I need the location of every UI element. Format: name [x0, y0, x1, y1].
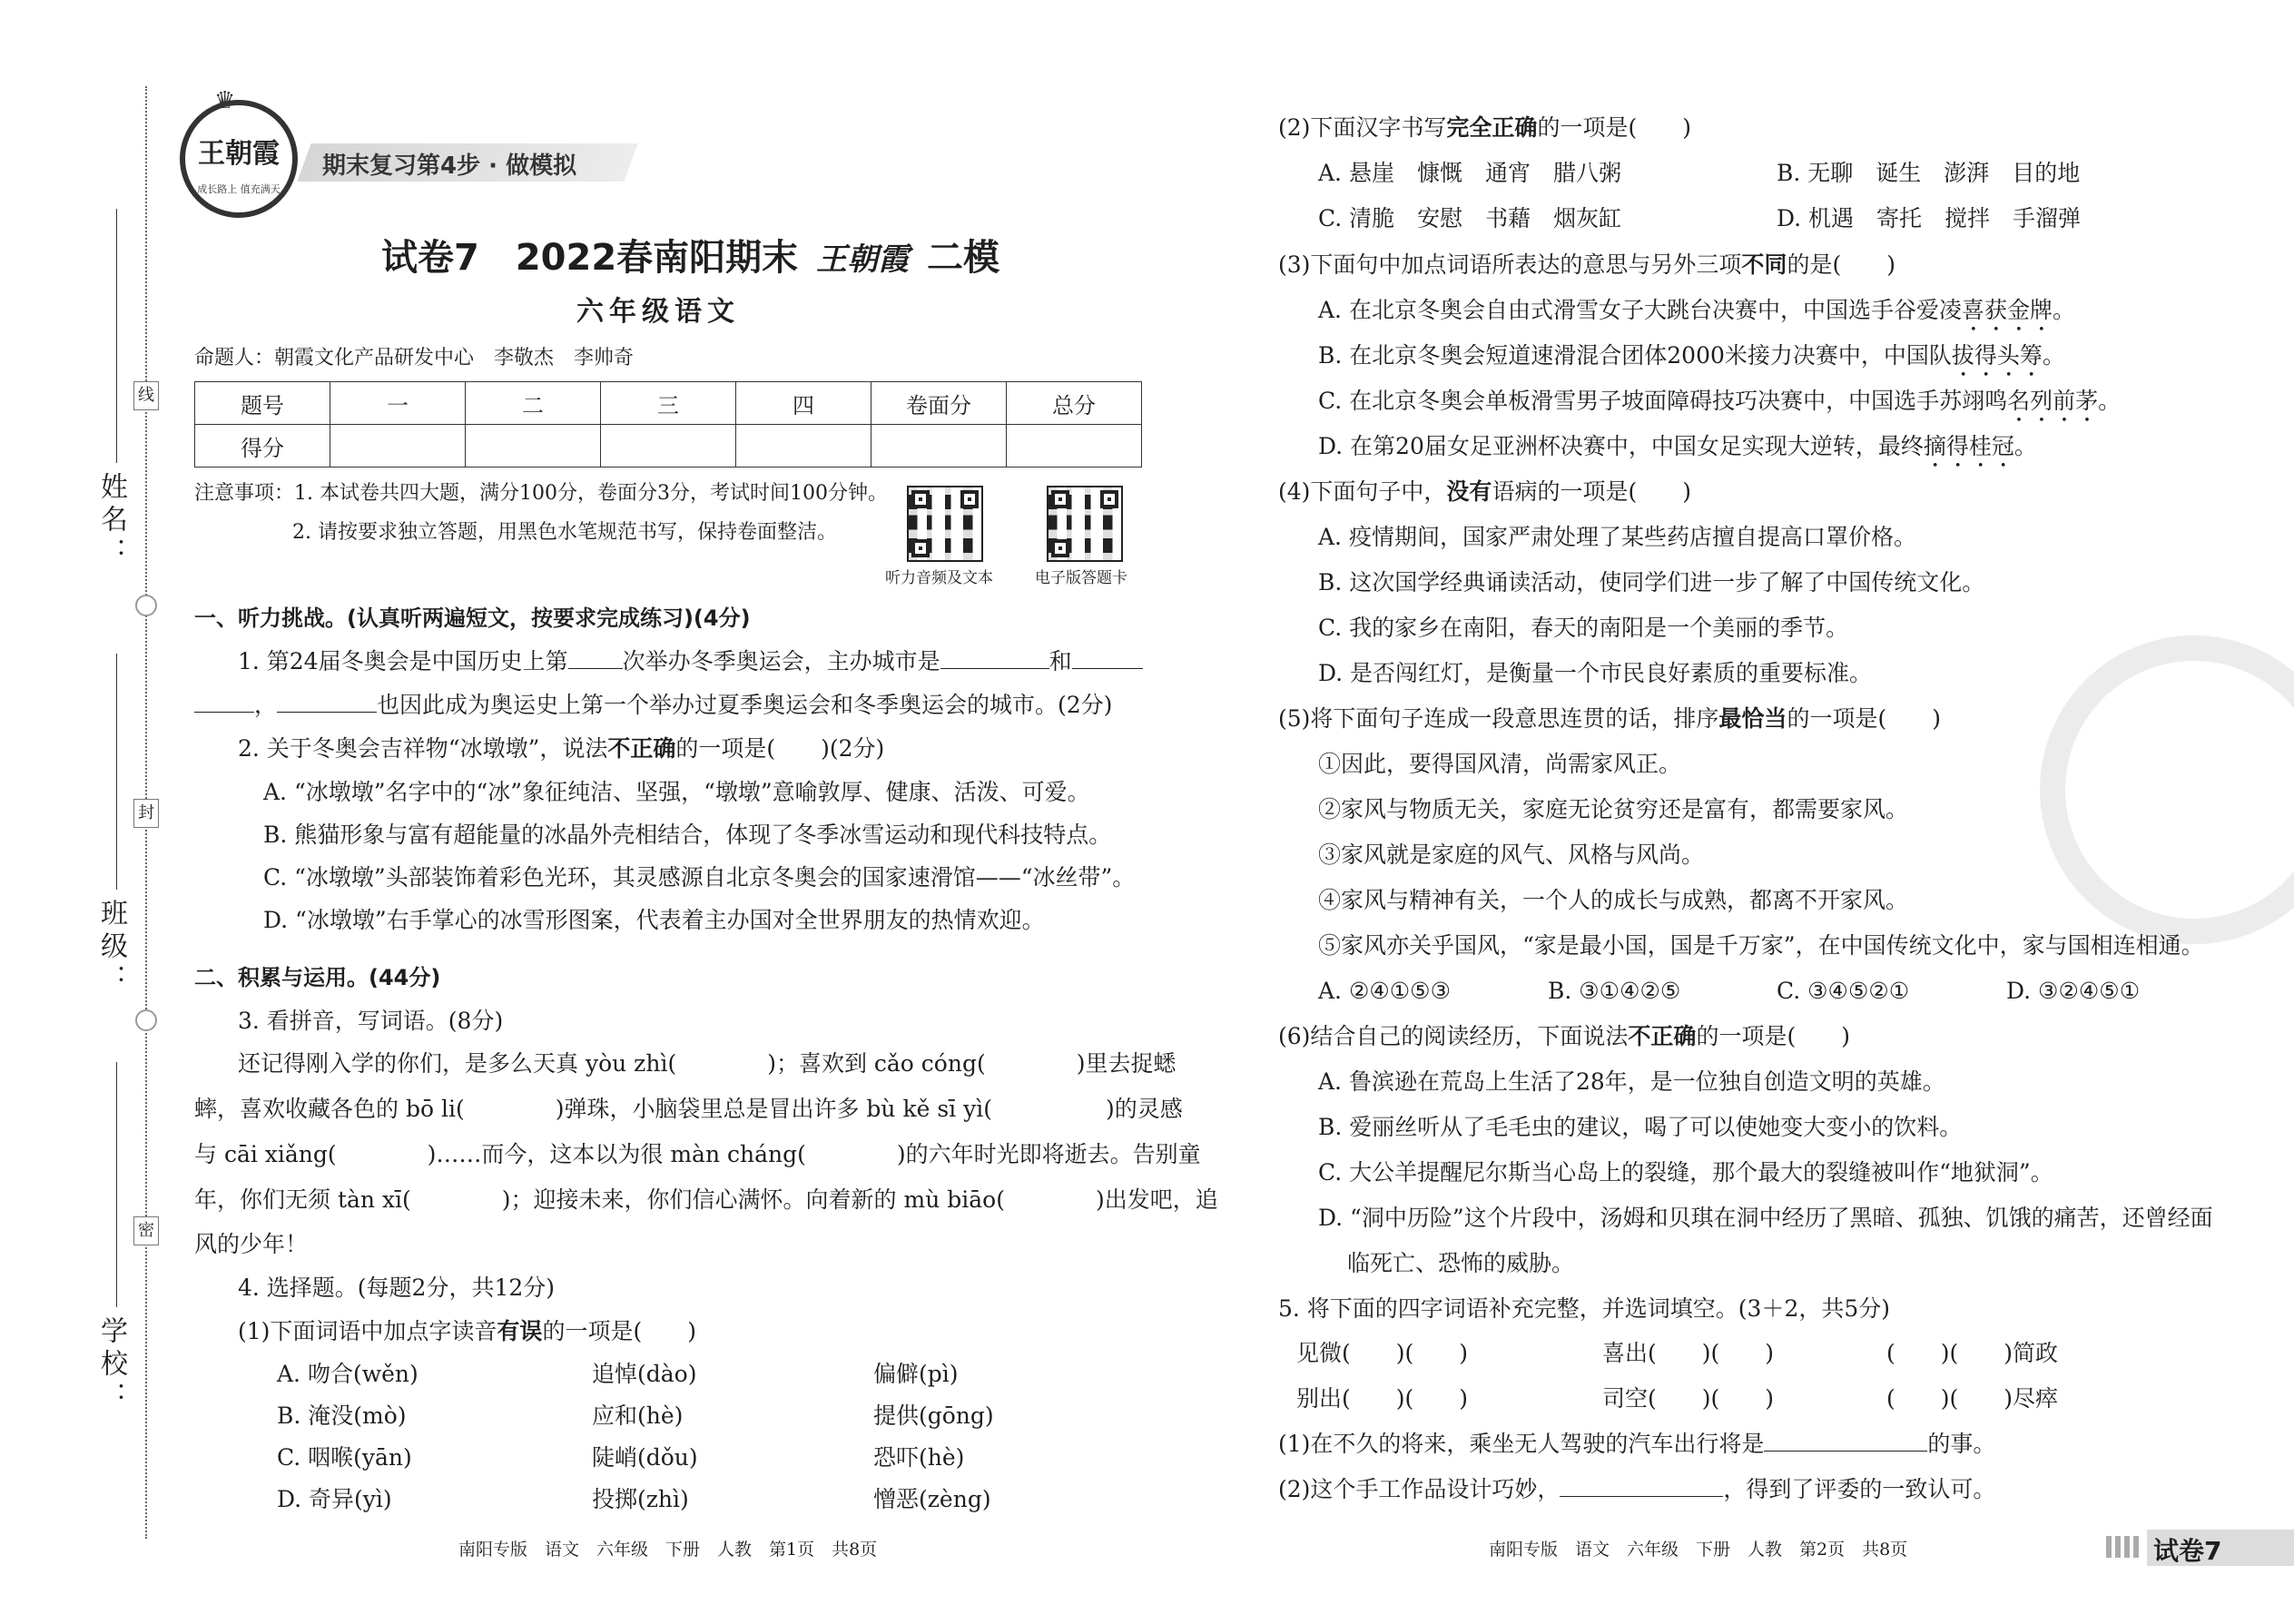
q1-blank-1[interactable] [568, 646, 623, 669]
r-q5-sentence-1: ①因此，要得国风清，尚需家风正。 [1318, 751, 1682, 777]
q4-1-word: 偏僻(pì) [873, 1361, 959, 1387]
r-q3-option-b[interactable] [1318, 340, 2065, 382]
r-q5-sentence-5: ⑤家风亦关乎国风，“家是最小国，国是千万家”，在中国传统文化中，家与国相连相通。 [1318, 932, 2204, 959]
name-field[interactable] [116, 209, 117, 463]
hole-icon [135, 1009, 157, 1031]
score-input[interactable] [736, 425, 871, 468]
r-q5-sentence-3: ③家风就是家庭的风气、风格与风尚。 [1318, 842, 1705, 868]
score-cell: 一 [330, 382, 466, 425]
r-q4-emphasis: 没有 [1446, 478, 1492, 505]
r-q3-emphasis: 不同 [1741, 251, 1787, 278]
q1-line-2 [194, 690, 1112, 721]
q3-title: 3. 看拼音，写词语。(8分) [238, 1008, 504, 1034]
hole-icon [135, 595, 157, 616]
q4-1-option-c[interactable]: C. 咽喉(yān) [277, 1444, 412, 1471]
crown-icon: ♛ [214, 87, 236, 114]
r-q5-option-a[interactable]: A. ②④①⑤③ [1318, 978, 1452, 1004]
exam-subtitle: 六年级语文 [576, 296, 740, 328]
q2-option-c[interactable]: C. “冰墩墩”头部装饰着彩色光环，其灵感源自北京冬奥会的国家速滑馆——“冰丝带”。 [263, 864, 1136, 891]
r-q5-sentence-4: ④家风与精神有关，一个人的成长与成熟，都离不开家风。 [1318, 887, 1909, 913]
r-q3-option-d[interactable] [1318, 431, 2037, 473]
score-input[interactable] [1007, 425, 1142, 468]
exam-title [381, 229, 999, 281]
cut-mark-seal: 封 [133, 799, 159, 828]
r-q2-emphasis: 完全正确 [1446, 114, 1538, 141]
r-q3-stem [1278, 250, 1895, 281]
r-fill-blank-2[interactable] [1560, 1474, 1723, 1497]
q1-blank-5[interactable] [277, 690, 377, 713]
class-label: 班级： [95, 899, 127, 997]
r-q5-option-c[interactable]: C. ③④⑤②① [1777, 978, 1910, 1004]
q3-paragraph-1: 还记得刚入学的你们，是多么天真 yòu zhì( )；喜欢到 cǎo cóng( )里去捉蟋 [238, 1050, 1177, 1077]
r-q5-option-d[interactable]: D. ③②④⑤① [2006, 978, 2141, 1004]
r-q4-stem [1278, 477, 1691, 507]
q4-1-option-d[interactable]: D. 奇异(yì) [277, 1486, 392, 1512]
banner-text: 期末复习第4步 · 做模拟 [322, 153, 577, 180]
q4-1-word: 恐吓(hè) [873, 1444, 965, 1471]
r-q3-text: A. 在北京冬奥会自由式滑雪女子大跳台决赛中，中国选手谷爱凌 [1318, 297, 1962, 323]
r-q5-text: 的一项是( ) [1787, 705, 1941, 732]
exam-tab: 试卷7 [2153, 1536, 2222, 1566]
r-q2-text: (2)下面汉字书写 [1278, 114, 1447, 141]
r-q2-stem [1278, 113, 1691, 143]
r-q2-option-d[interactable]: D. 机遇 寄托 搅拌 手溜弹 [1777, 205, 2082, 231]
idiom-fill[interactable]: ( )( )简政 [1886, 1340, 2059, 1366]
r-q3-text: (3)下面句中加点词语所表达的意思与另外三项 [1278, 251, 1742, 278]
r-fill-text: (2)这个手工作品设计巧妙， [1278, 1476, 1561, 1502]
r-fill-blank-1[interactable] [1764, 1429, 1927, 1452]
brand-logo [180, 100, 298, 218]
r-q6-option-d[interactable]: D. “洞中历险”这个片段中，汤姆和贝琪在洞中经历了黑暗、孤独、饥饿的痛苦，还曾经面 [1318, 1205, 2213, 1231]
q2-emphasis: 不正确 [607, 735, 676, 762]
cut-mark-line: 线 [133, 381, 159, 410]
score-cell: 总分 [1007, 382, 1142, 425]
q3-paragraph-4: 年，你们无须 tàn xī( )；迎接未来，你们信心满怀。向着新的 mù biāo( )出发吧，追 [194, 1186, 1218, 1213]
q1-blank-2[interactable] [940, 646, 1049, 669]
notes-line-1: 注意事项：1. 本试卷共四大题，满分100分，卷面分3分，考试时间100分钟。 [194, 482, 888, 505]
q4-1-text: (1)下面词语中加点字读音 [238, 1318, 497, 1344]
r-q3-dotted-word: 拔得头筹 [1951, 342, 2043, 369]
score-header-row [195, 382, 1142, 425]
r-q4-option-a[interactable]: A. 疫情期间，国家严肃处理了某些药店擅自提高口罩价格。 [1318, 524, 1916, 550]
r-q3-text: 。 [2098, 388, 2122, 414]
q1-text: ， [254, 692, 278, 718]
q1-text: 和 [1049, 648, 1072, 674]
r-q6-option-a[interactable]: A. 鲁滨逊在荒岛上生活了28年，是一位独自创造文明的英雄。 [1318, 1068, 1945, 1095]
r-q3-dotted-word: 名列前茅 [2007, 388, 2099, 414]
r-q5-text: (5)将下面句子连成一段意思连贯的话，排序 [1278, 705, 1719, 732]
q4-1-stem [238, 1316, 696, 1347]
title-right: 二模 [927, 237, 1000, 279]
r-q5-emphasis: 最恰当 [1718, 705, 1787, 732]
idiom-fill[interactable]: 司空( )( ) [1602, 1385, 1775, 1412]
r-q3-text: 。 [2052, 297, 2075, 323]
r-fill-text: ，得到了评委的一致认可。 [1723, 1476, 1996, 1502]
q3-paragraph-2: 蟀，喜欢收藏各色的 bō li( )弹珠，小脑袋里总是冒出许多 bù kě sī yì( )的灵感 [194, 1096, 1183, 1122]
score-input[interactable] [466, 425, 601, 468]
r-q5-stem [1278, 704, 1941, 734]
score-value-row [195, 425, 1142, 468]
score-cell: 三 [601, 382, 736, 425]
r-q6-text: 的一项是( ) [1696, 1023, 1850, 1049]
q4-1-text: 的一项是( ) [542, 1318, 696, 1344]
q2-stem [238, 733, 884, 764]
score-input[interactable] [871, 425, 1007, 468]
r-fill-text: 的事。 [1927, 1431, 1996, 1457]
q2-text: 2. 关于冬奥会吉祥物“冰墩墩”，说法 [238, 735, 608, 762]
score-cell: 卷面分 [871, 382, 1007, 425]
section-1-title: 一、听力挑战。(认真听两遍短文，按要求完成练习)(4分) [194, 605, 751, 631]
r-q6-text: (6)结合自己的阅读经历，下面说法 [1278, 1023, 1629, 1049]
q3-paragraph-3: 与 cāi xiǎng( )……而今，这本以为很 màn cháng( )的六年时光即将逝去。告别童 [194, 1141, 1201, 1167]
r-q3-option-a[interactable] [1318, 295, 2075, 337]
qr-code-answer-sheet[interactable] [1047, 486, 1123, 562]
r-q4-text: 语病的一项是( ) [1492, 478, 1691, 505]
r-q7-title: 5. 将下面的四字词语补充完整，并选词填空。(3＋2，共5分) [1278, 1295, 1891, 1322]
r-q3-text: D. 在第20届女足亚洲杯决赛中，中国女足实现大逆转，最终 [1318, 433, 1924, 459]
cut-mark-secret: 密 [133, 1216, 159, 1245]
school-label: 学校： [95, 1316, 127, 1414]
tab-pattern [2106, 1536, 2142, 1558]
r-q6-option-d-cont: 临死亡、恐怖的威胁。 [1347, 1250, 1575, 1276]
score-cell: 四 [736, 382, 871, 425]
page-footer-right: 南阳专版 语文 六年级 下册 人教 第2页 共8页 [1489, 1540, 1908, 1560]
q1-text: 次举办冬季奥运会，主办城市是 [622, 648, 940, 674]
r-q3-text: 。 [2013, 433, 2037, 459]
r-q6-emphasis: 不正确 [1628, 1023, 1697, 1049]
page-footer-left: 南阳专版 语文 六年级 下册 人教 第1页 共8页 [458, 1540, 878, 1560]
class-field[interactable] [116, 654, 117, 890]
r-fill-2 [1278, 1474, 1995, 1505]
r-q2-option-a[interactable]: A. 悬崖 慷慨 通宵 腊八粥 [1318, 160, 1621, 186]
score-cell: 得分 [195, 425, 330, 468]
q4-1-option-a[interactable]: A. 吻合(wěn) [277, 1361, 418, 1387]
qr-caption-audio: 听力音频及文本 [885, 569, 993, 587]
q2-option-b[interactable]: B. 熊猫形象与富有超能量的冰晶外壳相结合，体现了冬季冰雪运动和现代科技特点。 [263, 822, 1112, 848]
r-q3-text: B. 在北京冬奥会短道速滑混合团体2000米接力决赛中，中国队 [1318, 342, 1952, 369]
r-q6-option-b[interactable]: B. 爱丽丝听从了毛毛虫的建议，喝了可以使她变大变小的饮料。 [1318, 1114, 1963, 1140]
q4-1-word: 憎恶(zèng) [873, 1486, 991, 1512]
q4-1-word: 陡峭(dǒu) [592, 1444, 698, 1471]
r-q3-text: 的是( ) [1787, 251, 1895, 278]
q2-text: 的一项是( )(2分) [675, 735, 885, 762]
r-q2-option-c[interactable]: C. 清脆 安慰 书藉 烟灰缸 [1318, 205, 1622, 231]
title-brand: 王朝霞 [816, 241, 910, 278]
notes-line-2: 2. 请按要求独立答题，用黑色水笔规范书写，保持卷面整洁。 [292, 521, 837, 544]
authors: 命题人：朝霞文化产品研发中心 李敬杰 李帅奇 [194, 347, 635, 369]
r-q2-text: 的一项是( ) [1537, 114, 1691, 141]
q2-option-d[interactable]: D. “冰墩墩”右手掌心的冰雪形图案，代表着主办国对全世界朋友的热情欢迎。 [263, 907, 1045, 933]
q1-line-1 [238, 646, 1143, 677]
r-q3-dotted-word: 喜获金牌 [1961, 297, 2053, 323]
r-q5-sentence-2: ②家风与物质无关，家庭无论贫穷还是富有，都需要家风。 [1318, 796, 1909, 822]
r-q4-option-c[interactable]: C. 我的家乡在南阳，春天的南阳是一个美丽的季节。 [1318, 615, 1849, 641]
score-cell: 题号 [195, 382, 330, 425]
r-q6-option-c[interactable]: C. 大公羊提醒尼尔斯当心岛上的裂缝，那个最大的裂缝被叫作“地狱洞”。 [1318, 1159, 2053, 1186]
idiom-fill[interactable]: 见微( )( ) [1296, 1340, 1469, 1366]
q1-blank-4[interactable] [194, 690, 254, 713]
name-label: 姓名： [95, 472, 127, 570]
q3-paragraph-5: 风的少年！ [194, 1231, 309, 1257]
idiom-fill[interactable]: 别出( )( ) [1296, 1385, 1469, 1412]
score-input[interactable] [601, 425, 736, 468]
q4-1-option-b[interactable]: B. 淹没(mò) [277, 1403, 407, 1429]
q1-text: 1. 第24届冬奥会是中国历史上第 [238, 648, 568, 674]
r-q5-option-b[interactable]: B. ③①④②⑤ [1548, 978, 1681, 1004]
section-2-title: 二、积累与运用。(44分) [194, 965, 441, 990]
r-fill-1 [1278, 1429, 1995, 1460]
score-table [194, 381, 1142, 468]
q4-1-word: 提供(gōng) [873, 1403, 994, 1429]
logo-subtext: 成长路上 值充满天 [197, 183, 281, 195]
idiom-fill[interactable]: ( )( )尽瘁 [1886, 1385, 2059, 1412]
q4-1-word: 应和(hè) [592, 1403, 684, 1429]
idiom-fill[interactable]: 喜出( )( ) [1602, 1340, 1775, 1366]
r-q3-dotted-word: 摘得桂冠 [1923, 433, 2014, 459]
r-fill-text: (1)在不久的将来，乘坐无人驾驶的汽车出行将是 [1278, 1431, 1765, 1457]
score-cell: 二 [466, 382, 601, 425]
r-q3-option-c[interactable] [1318, 386, 2121, 428]
q4-1-word: 追悼(dào) [592, 1361, 697, 1387]
r-q2-option-b[interactable]: B. 无聊 诞生 澎湃 目的地 [1777, 160, 2081, 186]
q1-blank-3[interactable] [1072, 646, 1143, 669]
q4-1-emphasis: 有误 [497, 1318, 543, 1344]
qr-code-audio[interactable] [907, 486, 983, 562]
r-q3-text: C. 在北京冬奥会单板滑雪男子坡面障碍技巧决赛中，中国选手苏翊鸣 [1318, 388, 2008, 414]
r-q6-stem [1278, 1021, 1850, 1052]
watermark-seal [2040, 635, 2294, 944]
r-q4-option-d[interactable]: D. 是否闯红灯，是衡量一个市民良好素质的重要标准。 [1318, 660, 1873, 686]
r-q3-text: 。 [2042, 342, 2065, 369]
title-left: 试卷7 2022春南阳期末 [381, 237, 799, 279]
logo-text: 王朝霞 [198, 138, 280, 170]
q2-option-a[interactable]: A. “冰墩墩”名字中的“冰”象征纯洁、坚强，“墩墩”意喻敦厚、健康、活泼、可爱。 [263, 779, 1090, 805]
q1-text: 也因此成为奥运史上第一个举办过夏季奥运会和冬季奥运会的城市。(2分) [377, 692, 1113, 718]
q4-1-word: 投掷(zhì) [592, 1486, 689, 1512]
score-input[interactable] [330, 425, 466, 468]
r-q4-option-b[interactable]: B. 这次国学经典诵读活动，使同学们进一步了解了中国传统文化。 [1318, 569, 1985, 595]
qr-caption-answer-sheet: 电子版答题卡 [1035, 569, 1127, 587]
q4-title: 4. 选择题。(每题2分，共12分) [238, 1275, 556, 1301]
r-q4-text: (4)下面句子中， [1278, 478, 1447, 505]
school-field[interactable] [116, 1062, 117, 1307]
